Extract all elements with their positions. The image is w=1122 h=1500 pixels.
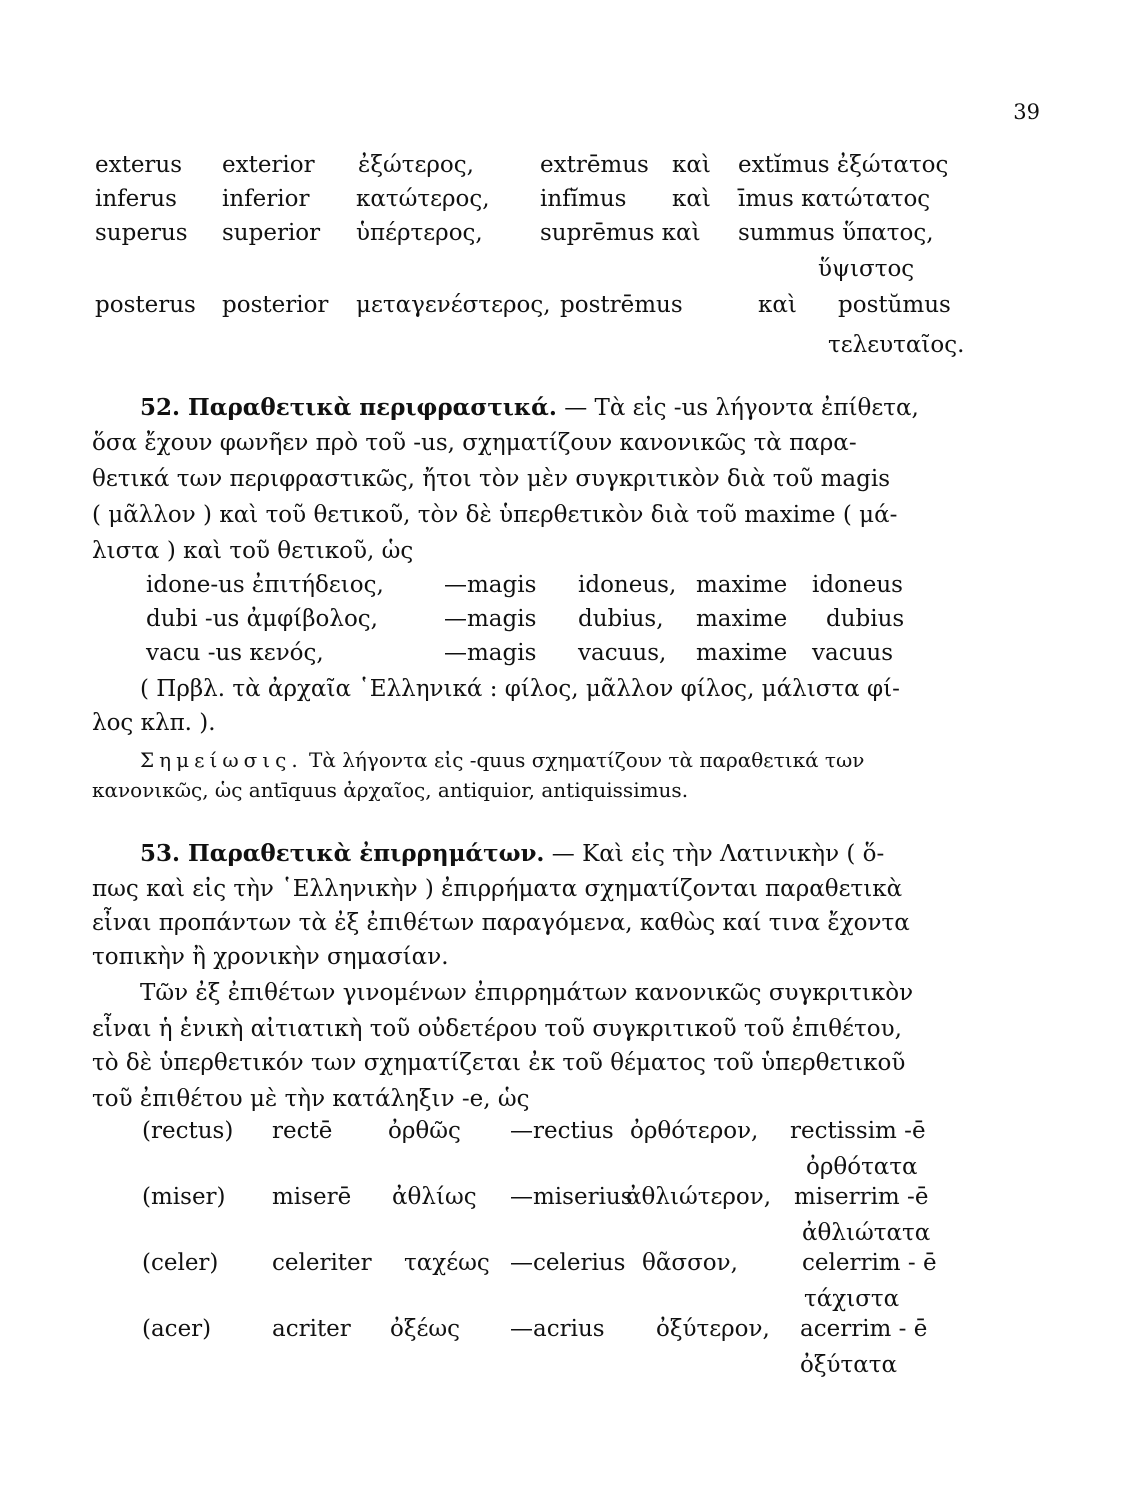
adverb-cell: (celer) [142, 1250, 219, 1276]
example-cell: dubius [826, 606, 905, 632]
note-line: Τὰ λήγοντα εἰς -quus σχηματίζουν τὰ παραθετικά των [309, 748, 865, 772]
example-cell: dubi -us ἀμφίβολος, [146, 606, 378, 632]
table-cell: καὶ [672, 152, 711, 178]
note-label: Σημείωσις. [140, 748, 303, 772]
table-cell: ὑπέρτερος, [356, 220, 483, 246]
comparison-line: λος κλπ. ). [92, 710, 216, 736]
adverb-cell: (miser) [142, 1184, 226, 1210]
adverb-cell: acerrim - ē [800, 1316, 928, 1342]
table-cell: μεταγενέστερος, [356, 292, 551, 318]
example-cell: idoneus, [578, 572, 677, 598]
table-cell: postŭmus [838, 292, 951, 318]
table-cell: summus ὕπατος, [738, 220, 934, 246]
page-number: 39 [1013, 100, 1040, 124]
example-cell: vacuus, [578, 640, 667, 666]
adverb-cell: —rectius [510, 1118, 614, 1144]
adverb-cell: rectissim -ē [790, 1118, 926, 1144]
adverb-cell: ὀξέως [390, 1316, 461, 1342]
example-cell: —magis [444, 606, 537, 632]
paragraph-line: τὸ δὲ ὑπερθετικόν των σχηματίζεται ἐκ τοῦ θέματος τοῦ ὑπερθετικοῦ [92, 1050, 906, 1076]
example-cell: —magis [444, 572, 537, 598]
example-cell: idone-us ἐπιτήδειος, [146, 572, 384, 598]
adverb-cell: acriter [272, 1316, 351, 1342]
paragraph-line: εἶναι προπάντων τὰ ἐξ ἐπιθέτων παραγόμενα, καθὼς καί τινα ἔχοντα [92, 910, 910, 936]
table-cell: καὶ [672, 186, 711, 212]
example-cell: maxime [696, 640, 788, 666]
paragraph-line: ( μᾶλλον ) καὶ τοῦ θετικοῦ, τὸν δὲ ὑπερθετικὸν διὰ τοῦ maxime ( μά- [92, 502, 898, 528]
table-cell: exterus [95, 152, 183, 178]
paragraph-line: — Τὰ εἰς -us λήγοντα ἐπίθετα, [564, 395, 919, 421]
adverb-cell: ὀρθῶς [388, 1118, 461, 1144]
adverb-cell: celerrim - ē [802, 1250, 937, 1276]
example-cell: maxime [696, 572, 788, 598]
adverb-cell: celeriter [272, 1250, 372, 1276]
table-cell: superus [95, 220, 188, 246]
adverb-cell: ὀρθότερον, [630, 1118, 759, 1144]
table-cell: suprēmus καὶ [540, 220, 701, 246]
adverb-cell: rectē [272, 1118, 333, 1144]
adverb-cell: ὀξύτερον, [656, 1316, 770, 1342]
paragraph-line: εἶναι ἡ ἑνικὴ αἰτιατικὴ τοῦ οὐδετέρου τοῦ συγκριτικοῦ τοῦ ἐπιθέτου, [92, 1016, 902, 1042]
paragraph-line: πως καὶ εἰς τὴν ῾Ελληνικὴν ) ἐπιρρήματα σχηματίζονται παραθετικὰ [92, 876, 903, 902]
example-cell: vacuus [812, 640, 894, 666]
table-cell: posterior [222, 292, 329, 318]
note-line: κανονικῶς, ὡς antīquus ἀρχαῖος, antiquior, antiquissimus. [92, 778, 689, 802]
paragraph-line: Τῶν ἐξ ἐπιθέτων γινομένων ἐπιρρημάτων κανονικῶς συγκριτικὸν [140, 980, 914, 1006]
table-cell: ὕψιστος [818, 256, 915, 282]
table-cell: inferior [222, 186, 310, 212]
section-heading: 53. Παραθετικὰ ἐπιρρημάτων. [140, 840, 545, 867]
adverb-cell: ἀθλιώτατα [802, 1220, 931, 1246]
section-heading: 52. Παραθετικὰ περιφραστικά. [140, 394, 557, 421]
paragraph-line: — Καὶ εἰς τὴν Λατινικὴν ( ὅ- [551, 841, 885, 867]
example-cell: dubius, [578, 606, 664, 632]
table-cell: infĭmus [540, 186, 627, 212]
adverb-cell: (rectus) [142, 1118, 234, 1144]
table-cell: τελευταῖος. [828, 332, 965, 358]
adverb-cell: ὀρθότατα [806, 1154, 918, 1180]
paragraph-line: ὅσα ἔχουν φωνῆεν πρὸ τοῦ -us, σχηματίζουν κανονικῶς τὰ παρα- [92, 430, 857, 456]
example-cell: vacu -us κενός, [146, 640, 324, 666]
adverb-cell: —miserius [510, 1184, 633, 1210]
paragraph-line: τοπικὴν ἢ χρονικὴν σημασίαν. [92, 944, 449, 970]
adverb-cell: θᾶσσον, [642, 1250, 738, 1276]
adverb-cell: —acrius [510, 1316, 605, 1342]
adverb-cell: ὀξύτατα [800, 1352, 898, 1378]
adverb-cell: miserē [272, 1184, 352, 1210]
table-cell: ἐξώτερος, [358, 152, 474, 178]
adverb-cell: ἀθλίως [392, 1184, 477, 1210]
table-cell: κατώτερος, [356, 186, 490, 212]
table-cell: exterior [222, 152, 315, 178]
example-cell: idoneus [812, 572, 903, 598]
table-cell: extrēmus [540, 152, 649, 178]
adverb-cell: ταχέως [404, 1250, 490, 1276]
table-cell: καὶ [758, 292, 797, 318]
example-cell: maxime [696, 606, 788, 632]
table-cell: superior [222, 220, 321, 246]
comparison-line: ( Πρβλ. τὰ ἀρχαῖα ῾Ελληνικά : φίλος, μᾶλλον φίλος, μάλιστα φί- [140, 676, 900, 702]
adverb-cell: τάχιστα [804, 1286, 900, 1312]
table-cell: extĭmus ἐξώτατος [738, 152, 949, 178]
paragraph-line: θετικά των περιφραστικῶς, ἤτοι τὸν μὲν συγκριτικὸν διὰ τοῦ magis [92, 466, 891, 492]
adverb-cell: (acer) [142, 1316, 212, 1342]
paragraph-line: τοῦ ἐπιθέτου μὲ τὴν κατάληξιν -e, ὡς [92, 1086, 530, 1112]
paragraph-line: λιστα ) καὶ τοῦ θετικοῦ, ὡς [92, 538, 414, 564]
adverb-cell: ἀθλιώτερον, [626, 1184, 772, 1210]
table-cell: postrēmus [560, 292, 683, 318]
adverb-cell: miserrim -ē [794, 1184, 929, 1210]
table-cell: posterus [95, 292, 196, 318]
example-cell: —magis [444, 640, 537, 666]
table-cell: inferus [95, 186, 177, 212]
adverb-cell: —celerius [510, 1250, 626, 1276]
table-cell: īmus κατώτατος [738, 186, 931, 212]
